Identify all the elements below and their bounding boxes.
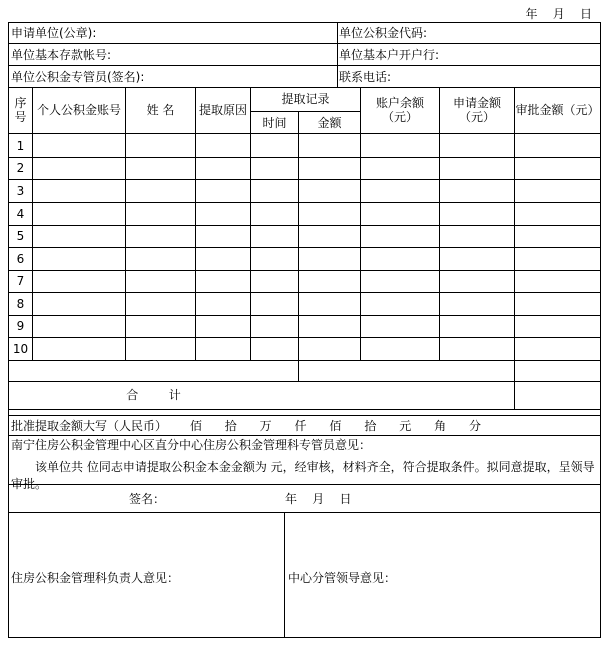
- total-label: 合 计: [126, 388, 181, 402]
- divider: [9, 179, 600, 180]
- divider: [9, 225, 600, 226]
- unit-deposit-account-field[interactable]: [114, 46, 329, 64]
- col-apply-header: 申请金额 （元）: [452, 96, 501, 124]
- divider: [195, 87, 196, 360]
- divider: [9, 202, 600, 203]
- divider: [32, 87, 33, 360]
- row-number: 8: [16, 297, 25, 311]
- sign-date: 年 月 日: [285, 492, 352, 506]
- officer-opinion-text: 该单位共 位同志申请提取公积金本金金额为 元，经审核，材料齐全，符合提取条件。拟同意提取，呈领导审批。: [11, 460, 595, 491]
- row-number: 1: [16, 139, 25, 153]
- col-record-header: 提取记录: [281, 92, 330, 106]
- row-number: 5: [16, 229, 25, 243]
- divider: [9, 65, 600, 66]
- divider: [284, 512, 285, 637]
- form-date-header: 年 月 日: [525, 7, 592, 21]
- sign-label: 签名：: [129, 492, 166, 506]
- center-leader-opinion-label: 中心分管领导意见：: [288, 571, 397, 585]
- divider: [125, 87, 126, 360]
- divider: [360, 87, 361, 360]
- row-number: 7: [16, 274, 25, 288]
- row-number: 9: [16, 319, 25, 333]
- divider: [9, 360, 600, 361]
- col-name-header: 姓 名: [146, 103, 175, 117]
- col-balance-header: 账户余额 （元）: [375, 96, 424, 124]
- divider: [250, 111, 360, 112]
- divider: [9, 415, 600, 416]
- unit-bank-label: 单位基本户开户行:: [339, 48, 440, 62]
- divider: [9, 337, 600, 338]
- approved-amount-capitals: 批准提取金额大写（人民币） 佰 拾 万 仟 佰 拾 元 角 分: [11, 419, 481, 433]
- divider: [9, 435, 600, 436]
- col-reason-header: 提取原因: [198, 103, 247, 117]
- contact-phone-field[interactable]: [399, 68, 594, 86]
- total-approve-amount[interactable]: [515, 382, 600, 409]
- divider: [9, 270, 600, 271]
- row-number: 6: [16, 252, 25, 266]
- divider: [9, 512, 600, 513]
- divider: [9, 292, 600, 293]
- col-account-header: 个人公积金账号: [36, 103, 121, 117]
- divider: [298, 111, 299, 381]
- divider: [9, 409, 600, 410]
- divider: [9, 157, 600, 158]
- unit-deposit-account-label: 单位基本存款帐号:: [11, 48, 112, 62]
- row-number: 2: [16, 161, 25, 175]
- col-seq-header: 序 号: [14, 96, 27, 124]
- col-approve-header: 审批金额（元）: [515, 103, 600, 117]
- total-apply-amount[interactable]: [299, 382, 514, 409]
- unit-fund-code-field[interactable]: [434, 24, 594, 42]
- contact-phone-label: 联系电话:: [339, 70, 392, 84]
- row-number: 4: [16, 207, 25, 221]
- divider: [9, 87, 600, 88]
- divider: [9, 247, 600, 248]
- col-time-header: 时间: [262, 116, 287, 130]
- col-amount-header: 金额: [317, 116, 342, 130]
- divider: [337, 23, 338, 87]
- officer-opinion-title: 南宁住房公积金管理中心区直分中心住房公积金管理科专管员意见：: [11, 438, 372, 452]
- divider: [9, 43, 600, 44]
- row-number: 3: [16, 184, 25, 198]
- withdrawal-application-form: [8, 22, 601, 638]
- divider: [514, 87, 515, 409]
- applicant-unit-label: 申请单位(公章):: [11, 26, 97, 40]
- unit-fund-code-label: 单位公积金代码:: [339, 26, 428, 40]
- divider: [9, 133, 600, 134]
- unit-bank-field[interactable]: [445, 46, 595, 64]
- section-chief-opinion-label: 住房公积金管理科负责人意见：: [11, 571, 180, 585]
- divider: [9, 315, 600, 316]
- divider: [439, 87, 440, 360]
- fund-officer-field[interactable]: [154, 68, 329, 86]
- fund-officer-label: 单位公积金专管员(签名):: [11, 70, 145, 84]
- row-number: 10: [12, 342, 29, 356]
- applicant-unit-field[interactable]: [99, 24, 329, 42]
- signature-field[interactable]: [169, 488, 279, 508]
